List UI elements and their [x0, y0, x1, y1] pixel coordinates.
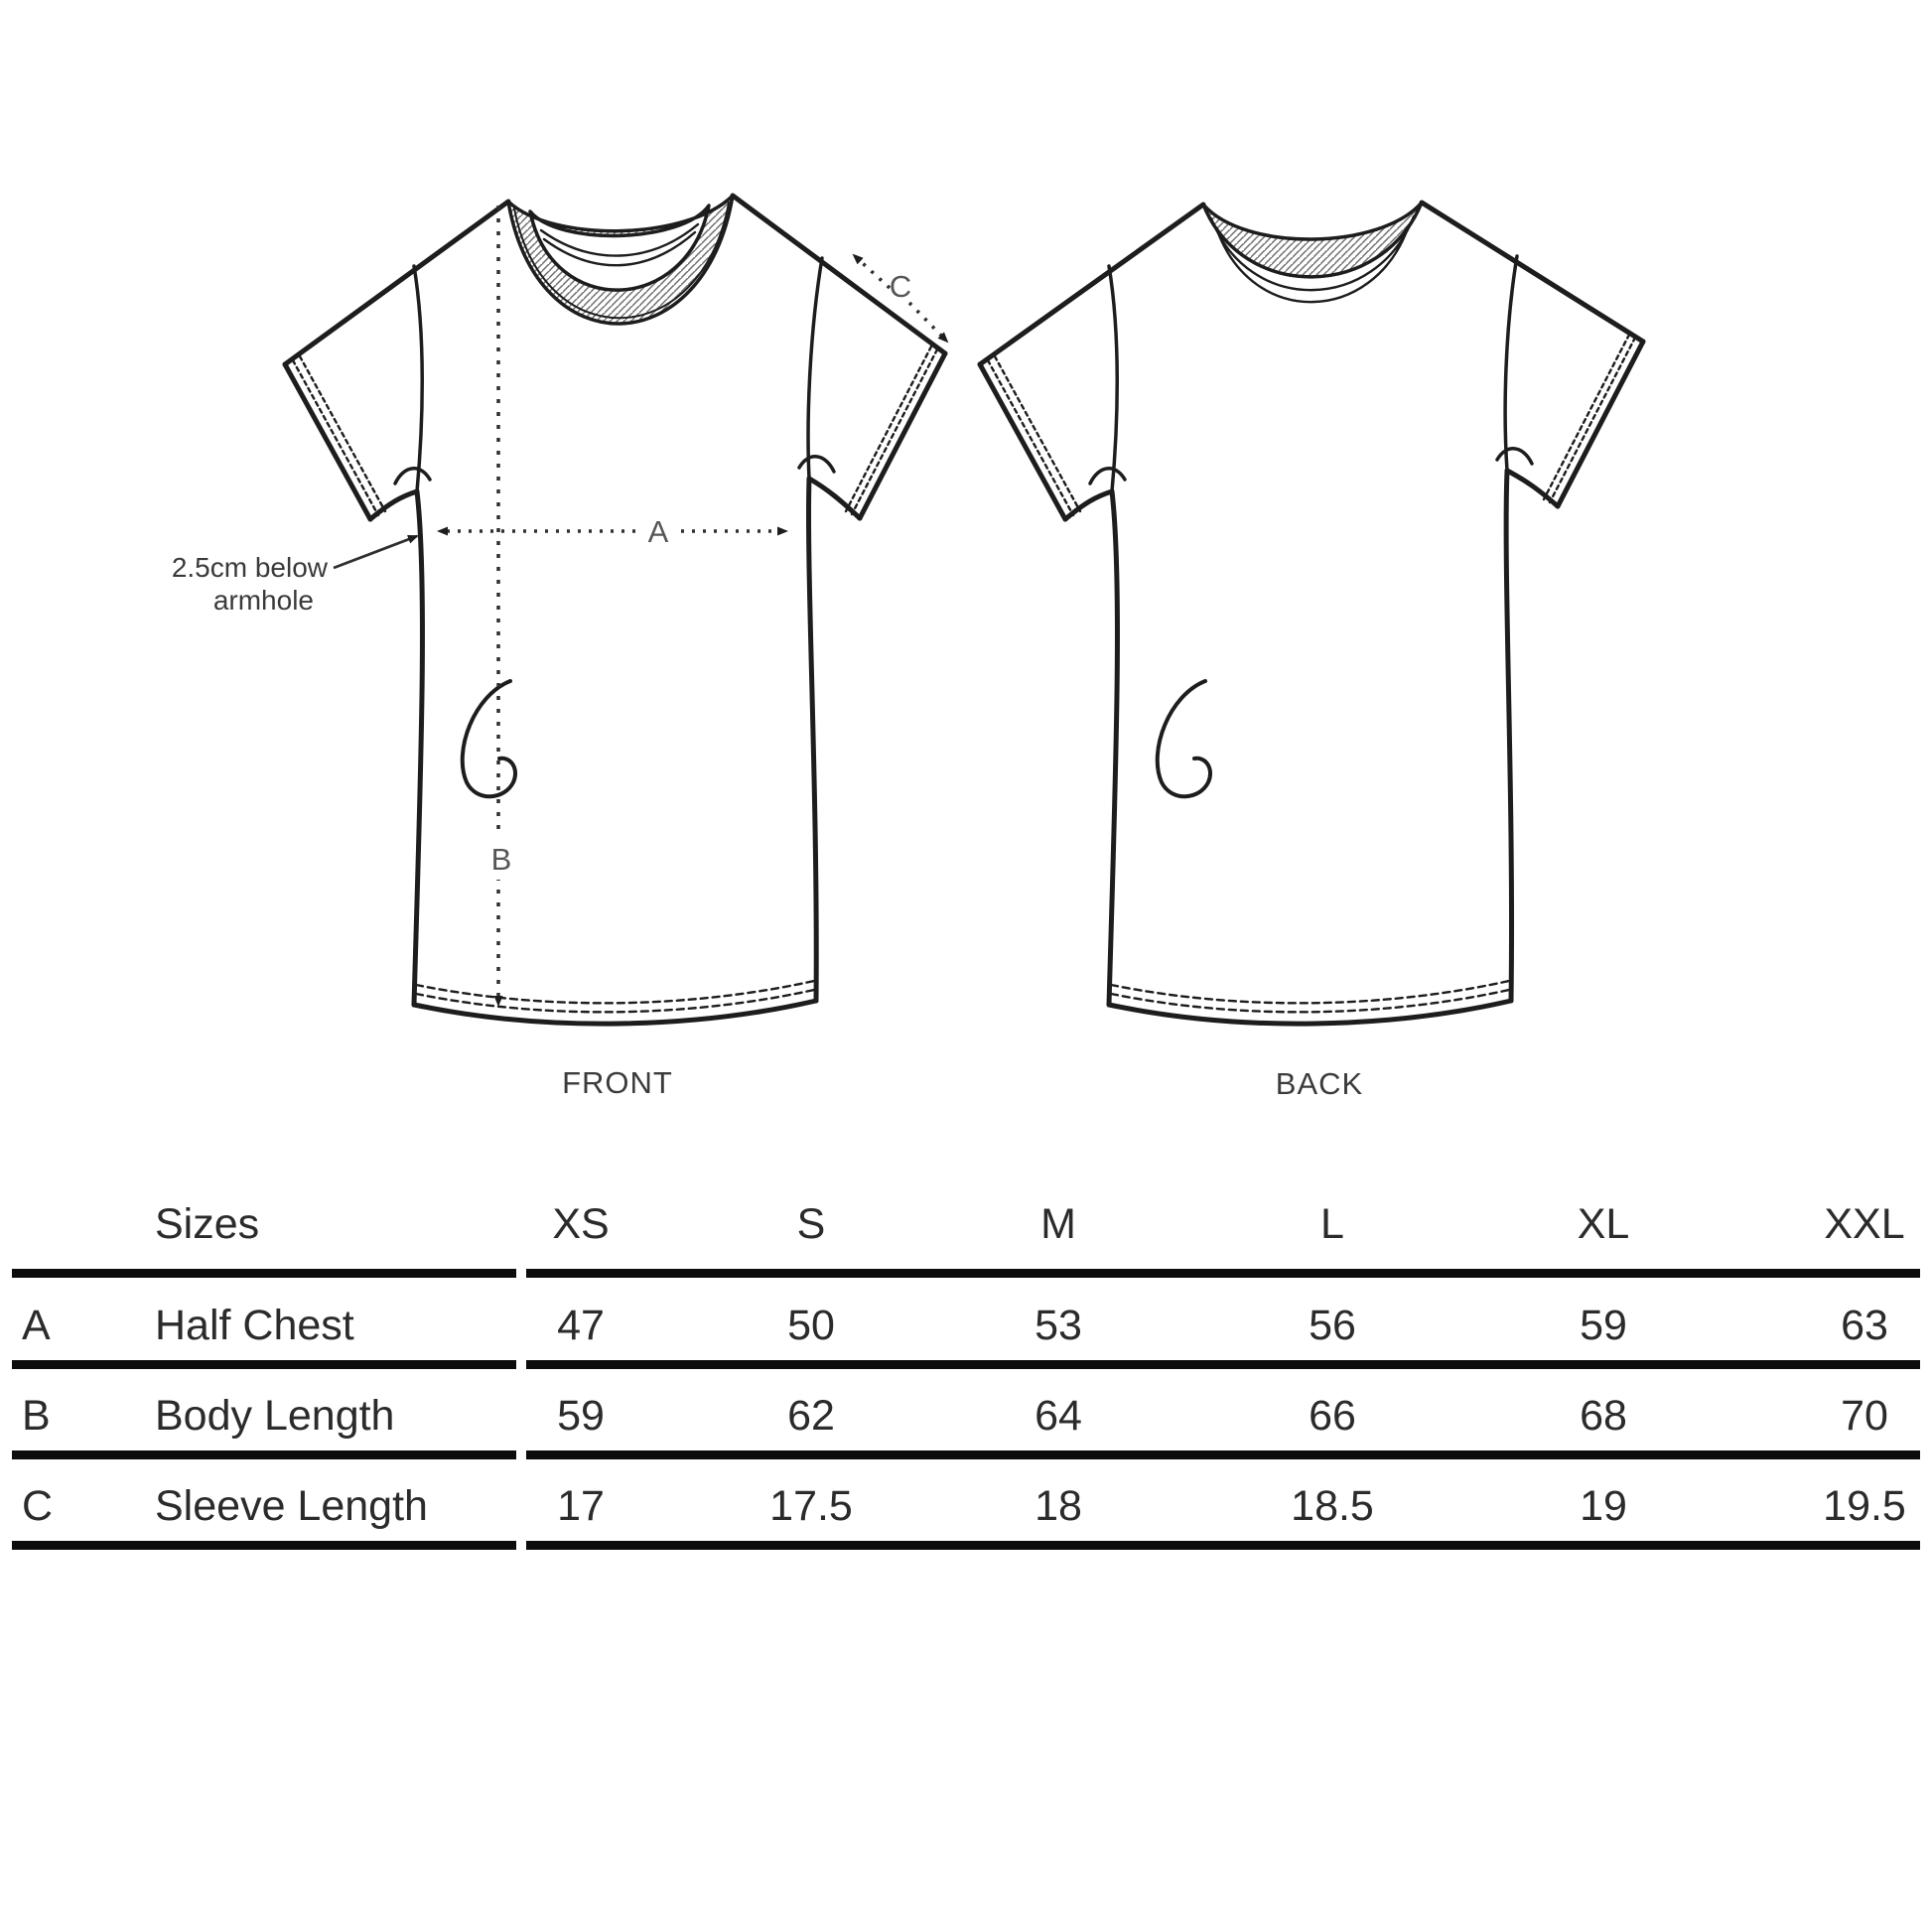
size-column-header: L: [1320, 1200, 1344, 1248]
front-armpit-notch-right: [799, 457, 834, 472]
cell-value: 17: [557, 1482, 605, 1530]
front-hem-stitching: [416, 981, 814, 1012]
table-rule-right: [526, 1269, 1920, 1278]
cell-value: 62: [787, 1392, 835, 1440]
dimension-annotations: [334, 206, 947, 1005]
front-right-sleeve-cuff: [860, 353, 945, 518]
cell-value: 18.5: [1291, 1482, 1374, 1530]
row-letter: A: [22, 1302, 51, 1349]
back-left-side-seam: [1109, 491, 1117, 1005]
table-rule-left: [12, 1360, 516, 1369]
back-hem-stitching: [1111, 981, 1509, 1012]
front-right-shoulder: [733, 196, 945, 353]
cell-value: 64: [1035, 1392, 1082, 1440]
back-drape-mark: [1158, 681, 1210, 796]
table-row: [0, 1385, 1932, 1447]
table-rule: [12, 1360, 1920, 1369]
size-column-header: S: [796, 1200, 826, 1248]
table-rule: [12, 1541, 1920, 1550]
front-collar-rib: [508, 196, 733, 324]
cell-value: 18: [1035, 1482, 1082, 1530]
armhole-note-arrow: [334, 536, 417, 568]
front-right-armhole: [808, 258, 822, 479]
dimension-b-label: B: [490, 842, 512, 877]
back-right-side-seam: [1506, 471, 1511, 1001]
table-row: [0, 1295, 1932, 1356]
back-armpit-notch-right: [1497, 449, 1532, 464]
back-left-sleeve-cuff: [980, 364, 1065, 519]
back-left-armhole: [1109, 266, 1117, 491]
size-column-header: XL: [1577, 1200, 1630, 1248]
armhole-note-line1: 2.5cm below: [171, 552, 328, 583]
table-header-row: [0, 1193, 1932, 1255]
front-armpit-notch-left: [395, 469, 430, 483]
cell-value: 68: [1580, 1392, 1627, 1440]
back-right-sleeve-cuff: [1558, 342, 1643, 506]
front-cuff-stitching: [293, 346, 937, 515]
table-row: [0, 1475, 1932, 1537]
dimension-c-line-upper: [854, 255, 890, 288]
row-letter: B: [22, 1392, 51, 1440]
row-measurement-label: Sleeve Length: [155, 1482, 428, 1530]
dimension-c-line-lower: [909, 303, 947, 342]
row-letter: C: [22, 1482, 54, 1530]
cell-value: 66: [1309, 1392, 1356, 1440]
size-column-header: XS: [552, 1200, 610, 1248]
table-rule-right: [526, 1450, 1920, 1459]
table-rule-left: [12, 1269, 516, 1278]
dimension-a-label: A: [647, 514, 669, 549]
front-right-side-seam: [809, 479, 817, 1001]
front-shirt-drawing: [285, 196, 945, 1024]
cell-value: 19.5: [1823, 1482, 1906, 1530]
size-column-header: M: [1040, 1200, 1076, 1248]
table-corner-header: Sizes: [155, 1200, 260, 1248]
cell-value: 56: [1309, 1302, 1356, 1349]
size-column-header: XXL: [1824, 1200, 1905, 1248]
table-rule-right: [526, 1541, 1920, 1550]
back-caption: BACK: [1275, 1066, 1364, 1101]
cell-value: 47: [557, 1302, 605, 1349]
cell-value: 70: [1841, 1392, 1888, 1440]
cell-value: 19: [1580, 1482, 1627, 1530]
table-rule: [12, 1450, 1920, 1459]
cell-value: 59: [557, 1392, 605, 1440]
cell-value: 50: [787, 1302, 835, 1349]
back-left-shoulder: [980, 205, 1203, 364]
table-rule-left: [12, 1450, 516, 1459]
row-measurement-label: Body Length: [155, 1392, 395, 1440]
front-drape-mark: [463, 681, 515, 796]
table-rule-left: [12, 1541, 516, 1550]
front-left-side-seam: [414, 491, 422, 1005]
back-armpit-notch-left: [1090, 469, 1125, 483]
row-measurement-label: Half Chest: [155, 1302, 354, 1349]
dimension-c-label: C: [889, 269, 912, 304]
cell-value: 53: [1035, 1302, 1082, 1349]
back-shirt-drawing: [980, 203, 1643, 1024]
front-left-sleeve-cuff: [285, 364, 370, 519]
back-right-shoulder: [1422, 203, 1643, 342]
front-caption: FRONT: [562, 1065, 673, 1100]
cell-value: 17.5: [769, 1482, 853, 1530]
cell-value: 59: [1580, 1302, 1627, 1349]
armhole-note-line2: armhole: [212, 585, 314, 616]
table-rule: [12, 1269, 1920, 1278]
table-rule-right: [526, 1360, 1920, 1369]
front-left-shoulder: [285, 202, 508, 364]
cell-value: 63: [1841, 1302, 1888, 1349]
front-left-armhole: [414, 266, 422, 491]
back-right-armhole: [1505, 256, 1517, 471]
